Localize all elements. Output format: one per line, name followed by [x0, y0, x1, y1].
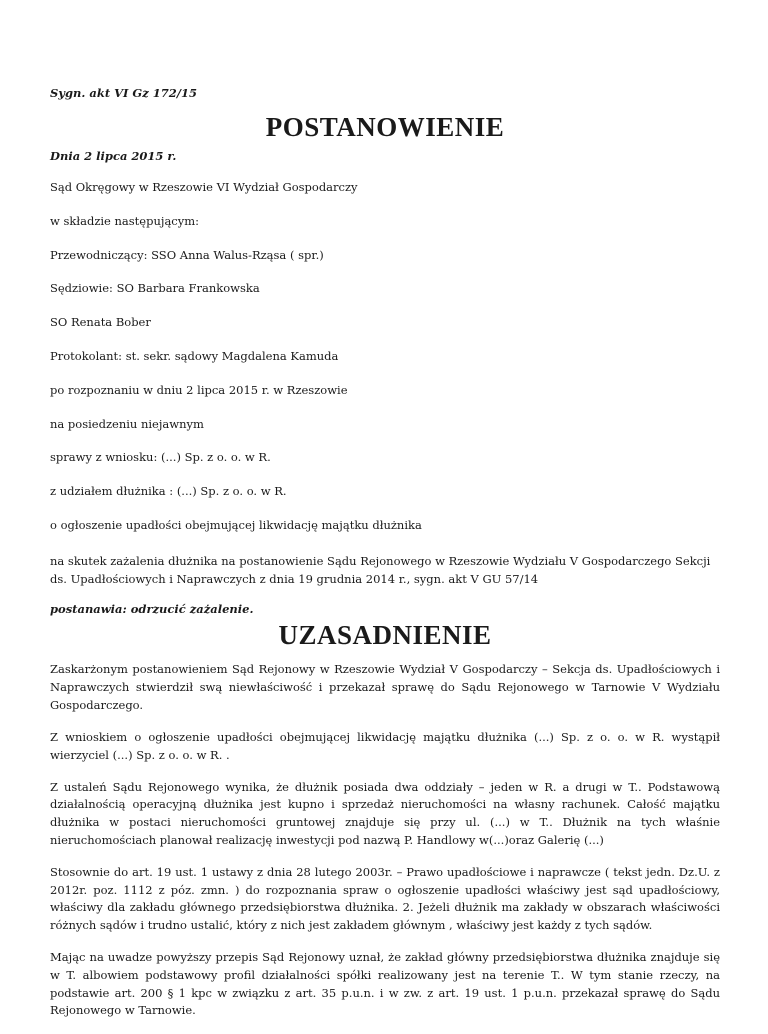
justification-paragraph: Z ustaleń Sądu Rejonowego wynika, że dłużnik posiada dwa oddziały – jeden w R. a drugi w T.. Podstawową działalnością operacyjną dłużnika jest kupno i sprzedaż nieruchomości na własny rachunek. Całość majątku dłużnika w postaci nieruchomości gruntowej znajduje się przy ul. (...) w T.. Dłużnik na tych właśnie nieruchomościach planował realizację inwestycji pod nazwą P. Handlowy w(...)oraz Galerię (...) — [50, 779, 720, 847]
justification-paragraph: Stosownie do art. 19 ust. 1 ustawy z dnia 28 lutego 2003r. – Prawo upadłościowe i naprawcze ( tekst jedn. Dz.U. z 2012r. poz. 1112 z póz. zmn. ) do rozpoznania spraw o ogłoszenie upadłości właściwy jest sąd upadłościowy, właściwy dla zakładu głównego przedsiębiorstwa dłużnika. 2. Jeżeli dłużnik ma zakłady w obszarach właściwości różnych sądów i trudno ustalić, który z nich jest zakładem głównym , właściwy jest każdy z tych sądów. — [50, 864, 720, 933]
case-signature: Sygn. akt VI Gz 172/15 — [50, 86, 198, 100]
judge-second: SO Renata Bober — [50, 315, 151, 330]
court-clerk: Protokolant: st. sekr. sądowy Magdalena Kamuda — [50, 349, 339, 364]
justification-paragraph: Z wnioskiem o ogłoszenie upadłości obejmującej likwidację majątku dłużnika (...) Sp. z o. o. w R. wystąpił wierzyciel (...) Sp. z o. o. w R. . — [50, 729, 720, 762]
document-title: POSTANOWIENIE — [265, 112, 505, 142]
debtor: z udziałem dłużnika : (...) Sp. z o. o. w R. — [50, 484, 287, 499]
justification-title: UZASADNIENIE — [278, 620, 492, 651]
document-body — [50, 86, 720, 1034]
justification-paragraph: Mając na uwadze powyższy przepis Sąd Rejonowy uznał, że zakład główny przedsiębiorstwa dłużnika znajduje się w T. albowiem podstawowy profil działalności spółki realizowany jest na terenie T.. W tym stanie rzeczy, na podstawie art. 200 § 1 kpc w związku z art. 35 p.u.n. i w zw. z art. 19 ust. 1 p.u.n. przekazał sprawę do Sądu Rejonowego w Tarnowie. — [50, 950, 720, 1018]
panel-intro: w składzie następującym: — [50, 213, 200, 228]
judges: Sędziowie: SO Barbara Frankowska — [50, 281, 260, 296]
court-name: Sąd Okręgowy w Rzeszowie VI Wydział Gospodarczy — [50, 180, 358, 195]
presiding-judge: Przewodniczący: SSO Anna Walus-Rząsa ( spr.) — [50, 247, 324, 262]
decision-date: Dnia 2 lipca 2015 r. — [50, 149, 177, 164]
session-type: na posiedzeniu niejawnym — [50, 416, 204, 431]
decision-statement: postanawia: odrzucić zażalenie. — [50, 602, 254, 617]
case-subject: o ogłoszenie upadłości obejmującej likwidację majątku dłużnika — [50, 518, 422, 533]
appeal-paragraph: na skutek zażalenia dłużnika na postanowienie Sądu Rejonowego w Rzeszowie Wydziału V Gospodarczego Sekcji ds. Upadłościowych i Naprawczych z dnia 19 grudnia 2014 r., sygn. akt V GU 57/14 — [50, 553, 711, 586]
hearing-info: po rozpoznaniu w dniu 2 lipca 2015 r. w Rzeszowie — [50, 382, 348, 397]
justification-paragraph: Zaskarżonym postanowieniem Sąd Rejonowy w Rzeszowie Wydział V Gospodarczy – Sekcja ds. Upadłościowych i Naprawczych stwierdził swą niewłaściwość i przekazał sprawę do Sądu Rejonowego w Tarnowie V Wydziału Gospodarczego. — [50, 662, 720, 713]
applicant: sprawy z wniosku: (...) Sp. z o. o. w R. — [50, 450, 271, 465]
